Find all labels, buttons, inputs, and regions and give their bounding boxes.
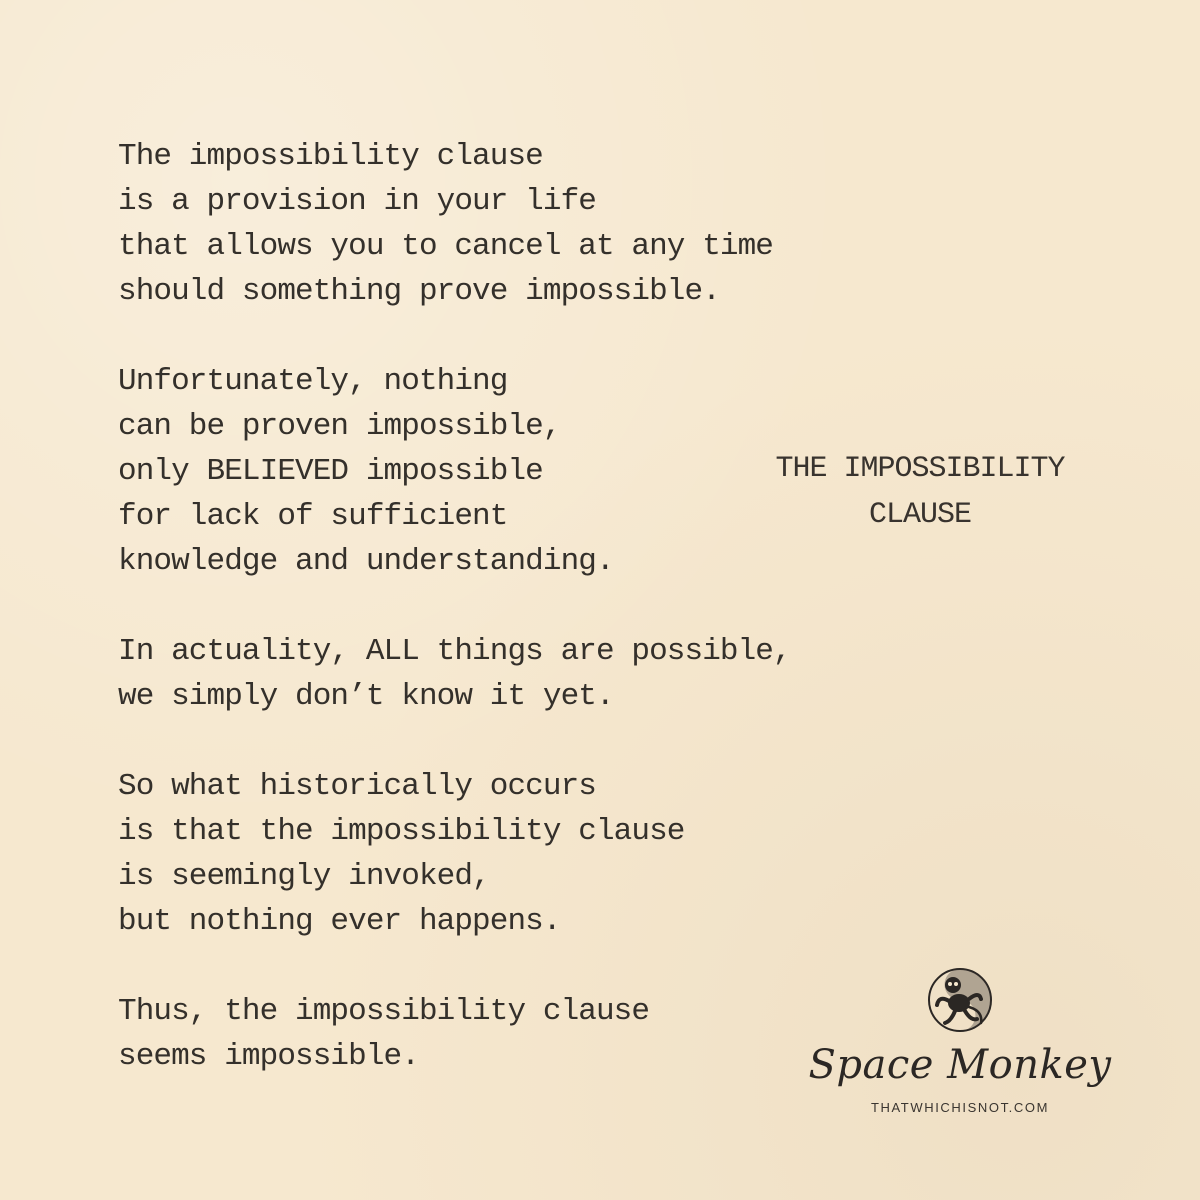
stanza-3 — [118, 629, 838, 719]
space-monkey-logo-icon — [925, 965, 995, 1035]
poem-line: So what historically occurs — [118, 769, 596, 804]
poem-line: should something prove impossible. — [118, 274, 720, 309]
poem-line: knowledge and understanding. — [118, 544, 614, 579]
poem-line: is a provision in your life — [118, 184, 596, 219]
poem-line: is that the impossibility clause — [118, 814, 685, 849]
poem-title — [740, 446, 1100, 538]
poem-line: that allows you to cancel at any time — [118, 229, 774, 264]
brand-url: THATWHICHISNOT.COM — [870, 1100, 1050, 1115]
brand-name: Space Monkey — [808, 1042, 1112, 1088]
poem-line: In actuality, ALL things are possible, — [118, 634, 791, 669]
stanza-4 — [118, 764, 838, 944]
poem-line: can be proven impossible, — [118, 409, 561, 444]
stanza-5 — [118, 989, 838, 1079]
poem-line: but nothing ever happens. — [118, 904, 561, 939]
poem-line: The impossibility clause — [118, 139, 543, 174]
poem-line: we simply don’t know it yet. — [118, 679, 614, 714]
poem-line: seems impossible. — [118, 1039, 419, 1074]
brand-signature — [800, 965, 1120, 1117]
poem-line: Unfortunately, nothing — [118, 364, 508, 399]
poem-line: Thus, the impossibility clause — [118, 994, 650, 1029]
title-line-1: THE IMPOSSIBILITY — [775, 452, 1065, 486]
poem-line: for lack of sufficient — [118, 499, 508, 534]
title-line-2: CLAUSE — [868, 498, 972, 532]
poem-body — [118, 134, 838, 1124]
stanza-1 — [118, 134, 838, 314]
poem-line: only BELIEVED impossible — [118, 454, 543, 489]
stanza-2 — [118, 359, 838, 584]
poem-line: is seemingly invoked, — [118, 859, 490, 894]
